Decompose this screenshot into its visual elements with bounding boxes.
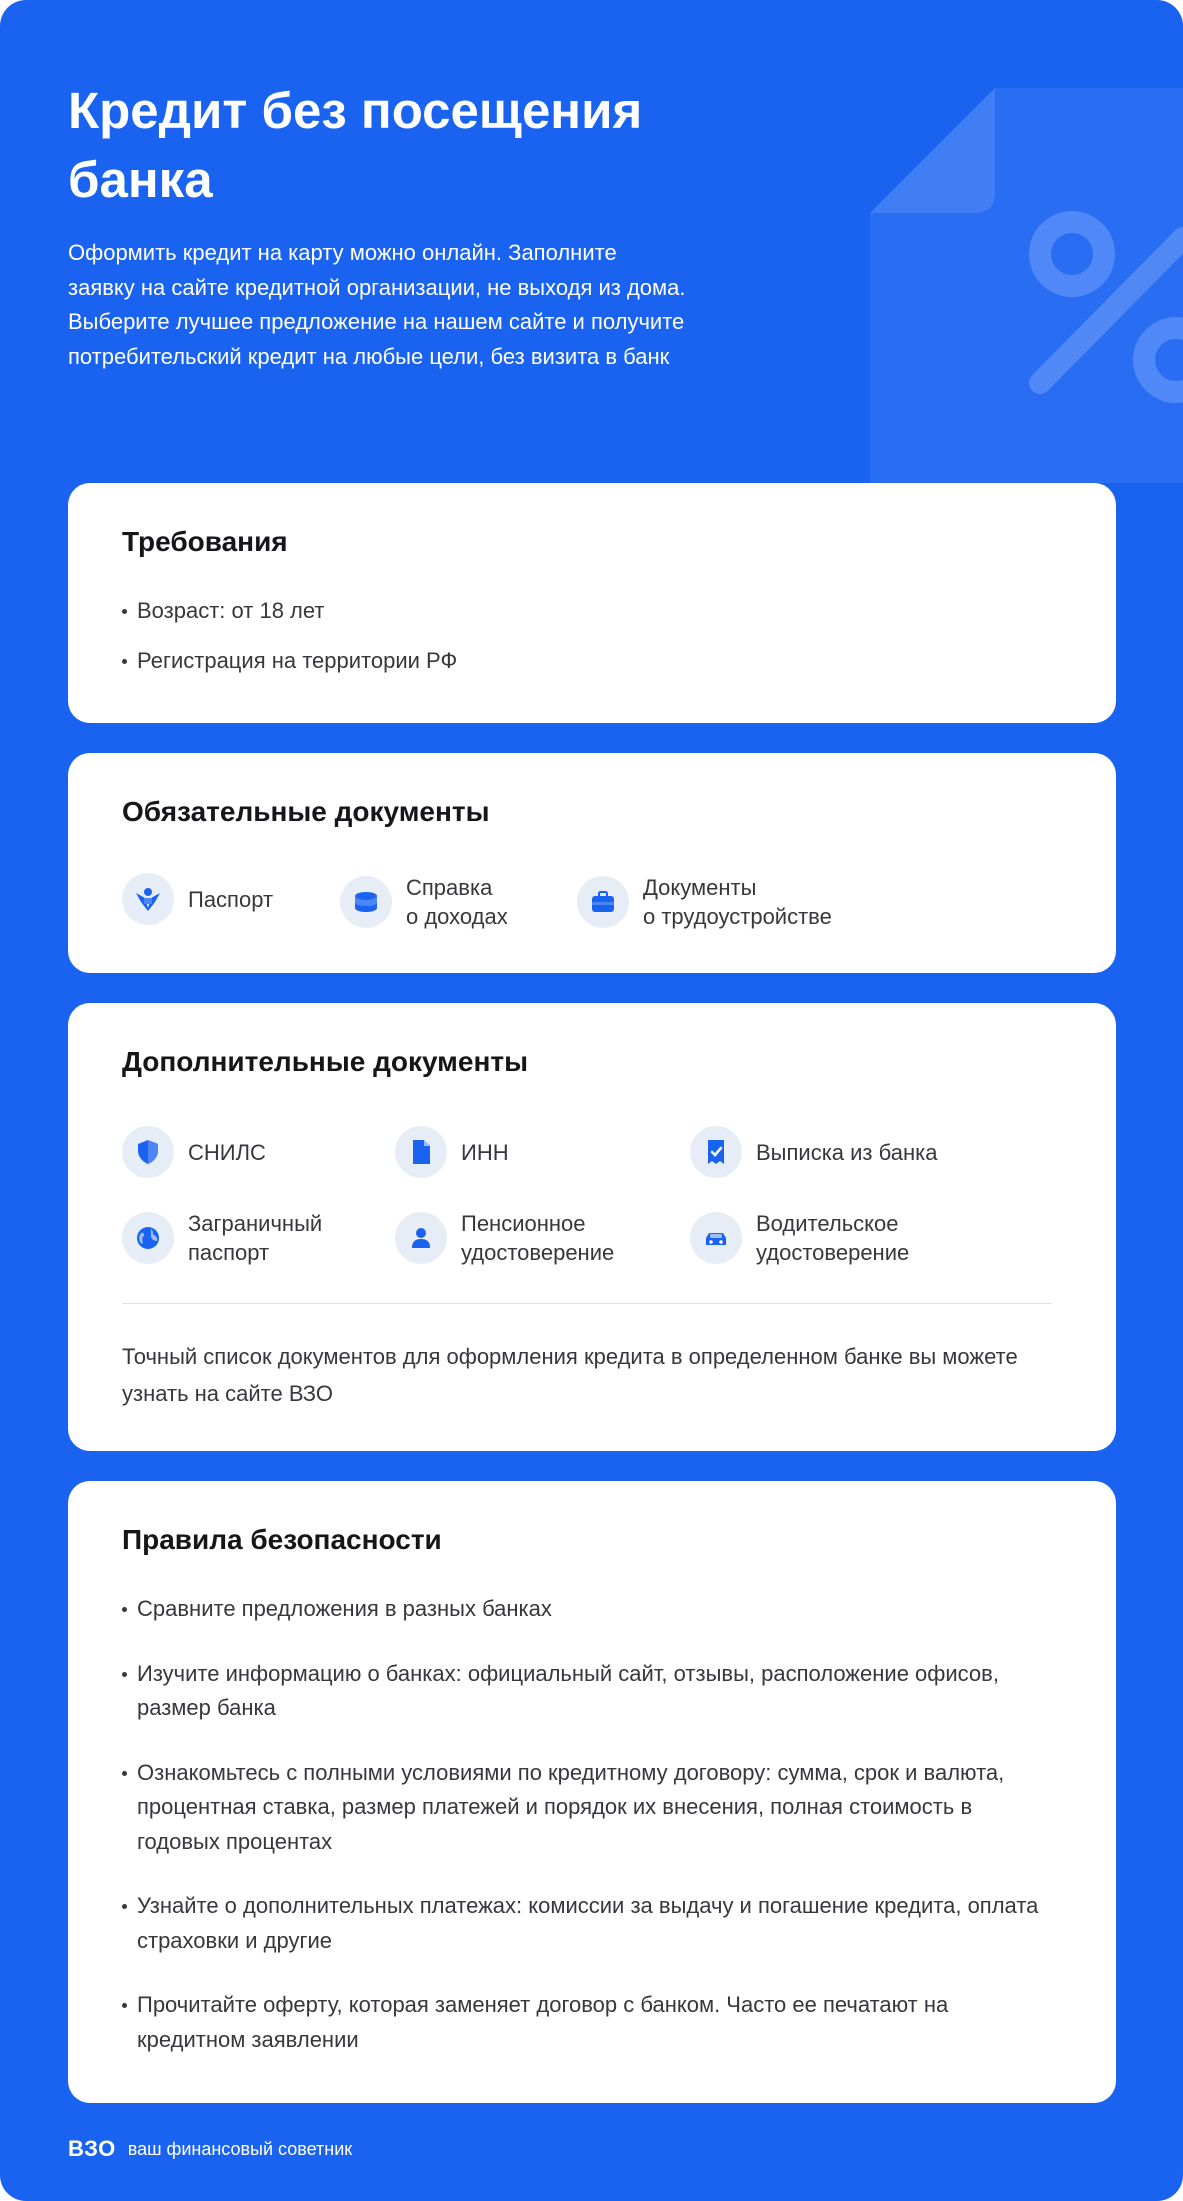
coins-stack-icon [340,876,392,928]
percent-document-decoration-icon [870,88,1183,483]
doc-label: Заграничный паспорт [188,1211,323,1265]
doc-bank-statement [690,1126,937,1178]
intro-text: Оформить кредит на карту можно онлайн. Заполните заявку на сайте кредитной организации, не выходя из дома. Выберите лучшее предложение на нашем сайте и получите потребительский кредит на любые цели, без визита в банк [68,240,686,369]
doc-label: Справка о доходах [406,875,508,929]
briefcase-icon [577,876,629,928]
doc-label: ИНН [461,1139,509,1165]
additional-documents-title: Дополнительные документы [122,1046,528,1077]
vzo-logo: ВЗО [68,2136,116,2161]
requirement-item: Возраст: от 18 лет [122,594,1022,629]
page-title: Кредит без посещения банка [68,82,643,208]
doc-inn [395,1126,509,1178]
safety-rule-item: Сравните предложения в разных банках [122,1592,1042,1627]
doc-label: Выписка из банка [756,1139,938,1165]
doc-passport [122,873,273,925]
required-documents-card [68,753,1116,973]
additional-documents-card [68,1003,1116,1451]
doc-foreign-passport [122,1209,322,1267]
doc-label: Пенсионное удостоверение [461,1211,615,1265]
requirement-item: Регистрация на территории РФ [122,644,1022,679]
safety-rule-item: Ознакомьтесь с полными условиями по кредитному договору: сумма, срок и валюта, процентная ставка, размер платежей и порядок их внесения, полная стоимость в годовых процентах [122,1756,1042,1860]
safety-rule-item: Прочитайте оферту, которая заменяет договор с банком. Часто ее печатают на кредитном заявлении [122,1988,1042,2057]
requirements-title: Требования [122,526,288,557]
receipt-icon [690,1126,742,1178]
requirements-list [122,594,1022,678]
doc-employment [577,873,832,931]
person-icon [395,1212,447,1264]
safety-rules-list [122,1592,1042,2057]
footer [68,2136,352,2162]
requirements-card [68,483,1116,723]
safety-rules-title: Правила безопасности [122,1524,442,1555]
doc-income-statement [340,873,508,931]
doc-snils [122,1126,266,1178]
doc-label: Паспорт [188,886,274,912]
divider [122,1303,1052,1304]
globe-icon [122,1212,174,1264]
safety-rule-item: Узнайте о дополнительных платежах: комиссии за выдачу и погашение кредита, оплата страховки и другие [122,1889,1042,1958]
documents-note: Точный список документов для оформления кредита в определенном банке вы можете узнать на сайте ВЗО [122,1344,1018,1406]
doc-label: Документы о трудоустройстве [643,875,832,929]
document-icon [395,1126,447,1178]
safety-rules-card [68,1481,1116,2103]
doc-label: Водительское удостоверение [756,1211,910,1265]
eagle-emblem-icon [122,873,174,925]
footer-tagline: ваш финансовый советник [127,2138,353,2159]
safety-rule-item: Изучите информацию о банках: официальный сайт, отзывы, расположение офисов, размер банка [122,1657,1042,1726]
required-documents-title: Обязательные документы [122,796,490,827]
doc-label: СНИЛС [188,1139,266,1165]
doc-driver-license [690,1209,909,1267]
car-icon [690,1212,742,1264]
shield-icon [122,1126,174,1178]
doc-pension-certificate [395,1209,614,1267]
